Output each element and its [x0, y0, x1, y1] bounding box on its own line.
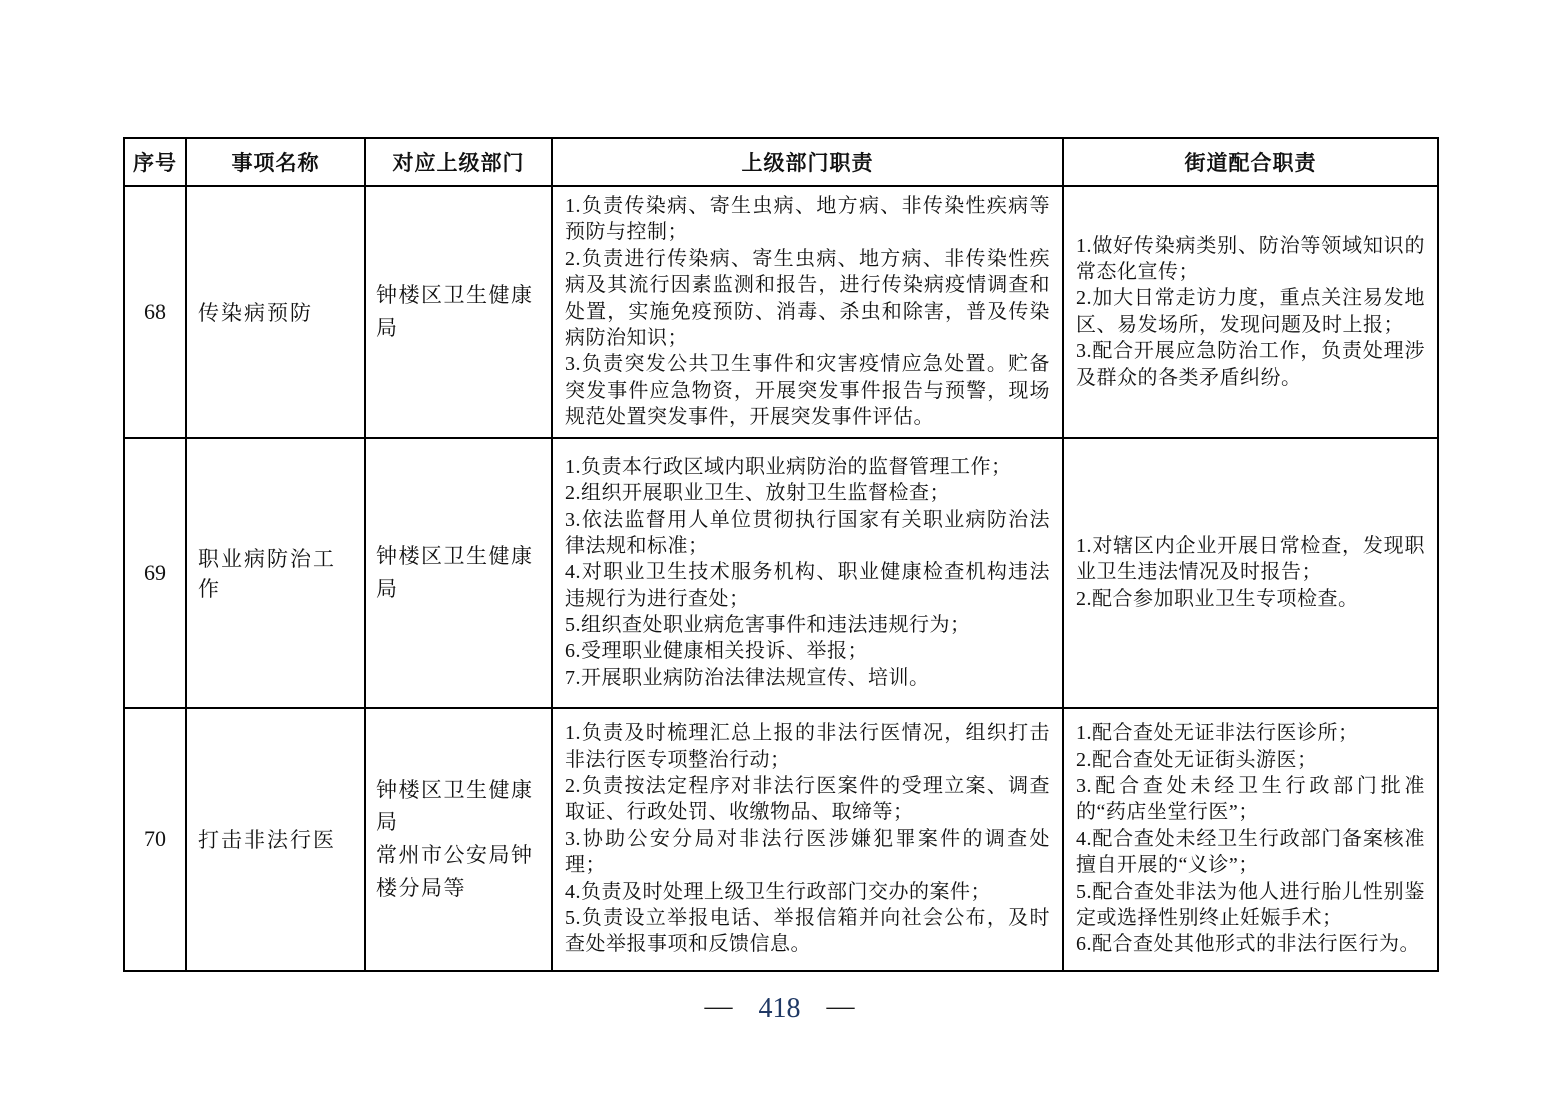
- page-number: [0, 993, 1559, 1025]
- duty-item: 4.对职业卫生技术服务机构、职业健康检查机构违法违规行为进行查处；: [565, 561, 1050, 610]
- duties-table: [123, 137, 1439, 972]
- department-line: 钟楼区卫生健康局: [376, 543, 534, 601]
- duty-item: 2.配合查处无证街头游医；: [1076, 748, 1318, 771]
- duty-item: 1.做好传染病类别、防治等领域知识的常态化宣传；: [1076, 234, 1425, 283]
- duty-item: 2.负责进行传染病、寄生虫病、地方病、非传染性疾病及其流行因素监测和报告，进行传染病疫情调查和处置，实施免疫预防、消毒、杀虫和除害，普及传染病防治知识；: [565, 247, 1050, 349]
- duty-item: 2.组织开展职业卫生、放射卫生监督检查；: [565, 482, 950, 505]
- cell-item-name: 传染病预防: [186, 186, 365, 438]
- duty-item: 7.开展职业病防治法律法规宣传、培训。: [565, 666, 930, 689]
- duty-item: 3.配合查处未经卫生行政部门批准的“药店坐堂行医”；: [1076, 775, 1425, 824]
- duty-item: 4.负责及时处理上级卫生行政部门交办的案件；: [565, 880, 991, 903]
- duty-item: 1.对辖区内企业开展日常检查，发现职业卫生违法情况及时报告；: [1076, 534, 1425, 584]
- duty-item: 3.配合开展应急防治工作，负责处理涉及群众的各类矛盾纠纷。: [1076, 340, 1425, 389]
- page-number-dash: —: [826, 991, 855, 1022]
- duty-item: 5.配合查处非法为他人进行胎儿性别鉴定或选择性别终止妊娠手术；: [1076, 880, 1425, 929]
- duty-item: 3.依法监督用人单位贯彻执行国家有关职业病防治法律法规和标准；: [565, 508, 1050, 557]
- cell-superior-duties: [552, 186, 1063, 438]
- duty-item: 3.负责突发公共卫生事件和灾害疫情应急处置。贮备突发事件应急物资，开展突发事件报告与预警，现场规范处置突发事件，开展突发事件评估。: [565, 353, 1050, 429]
- department-line: 钟楼区卫生健康局: [376, 283, 534, 340]
- header-cell-street-duties: 街道配合职责: [1063, 138, 1438, 186]
- cell-department: [365, 708, 552, 971]
- duty-item: 2.加大日常走访力度，重点关注易发地区、易发场所，发现问题及时上报；: [1076, 287, 1425, 336]
- duty-item: 6.受理职业健康相关投诉、举报；: [565, 640, 868, 663]
- duty-item: 1.配合查处无证非法行医诊所；: [1076, 722, 1359, 745]
- duty-item: 6.配合查处其他形式的非法行医行为。: [1076, 933, 1420, 956]
- header-cell-item-name: 事项名称: [186, 138, 365, 186]
- cell-street-duties: [1063, 438, 1438, 708]
- duty-item: 5.组织查处职业病危害事件和违法违规行为；: [565, 614, 971, 637]
- duty-item: 5.负责设立举报电话、举报信箱并向社会公布，及时查处举报事项和反馈信息。: [565, 906, 1050, 956]
- duty-item: 1.负责传染病、寄生虫病、地方病、非传染性疾病等预防与控制；: [565, 195, 1050, 244]
- page-number-value: 418: [758, 993, 801, 1024]
- cell-street-duties: [1063, 708, 1438, 971]
- cell-item-name: 打击非法行医: [186, 708, 365, 971]
- duty-item: 3.协助公安分局对非法行医涉嫌犯罪案件的调查处理；: [565, 827, 1050, 877]
- table-row: [124, 438, 1438, 708]
- cell-no: 69: [124, 438, 186, 708]
- cell-no: 70: [124, 708, 186, 971]
- cell-item-name: 职业病防治工作: [186, 438, 365, 708]
- page-number-dash: —: [704, 991, 733, 1022]
- cell-street-duties: [1063, 186, 1438, 438]
- duty-item: 2.负责按法定程序对非法行医案件的受理立案、调查取证、行政处罚、收缴物品、取缔等；: [565, 775, 1050, 824]
- header-cell-superior-duties: 上级部门职责: [552, 138, 1063, 186]
- cell-department: [365, 438, 552, 708]
- cell-no: 68: [124, 186, 186, 438]
- table-row: [124, 708, 1438, 971]
- duty-item: 2.配合参加职业卫生专项检查。: [1076, 587, 1359, 610]
- department-line: 钟楼区卫生健康局: [376, 777, 534, 835]
- table-row: [124, 186, 1438, 438]
- duty-item: 1.负责本行政区域内职业病防治的监督管理工作；: [565, 455, 1012, 478]
- header-cell-no: 序号: [124, 138, 186, 186]
- table-header-row: [124, 138, 1438, 186]
- cell-department: [365, 186, 552, 438]
- duty-item: 1.负责及时梳理汇总上报的非法行医情况，组织打击非法行医专项整治行动；: [565, 722, 1050, 771]
- cell-superior-duties: [552, 708, 1063, 971]
- duty-item: 4.配合查处未经卫生行政部门备案核准擅自开展的“义诊”；: [1076, 827, 1425, 877]
- department-line: 常州市公安局钟楼分局等: [376, 843, 534, 900]
- cell-superior-duties: [552, 438, 1063, 708]
- header-cell-department: 对应上级部门: [365, 138, 552, 186]
